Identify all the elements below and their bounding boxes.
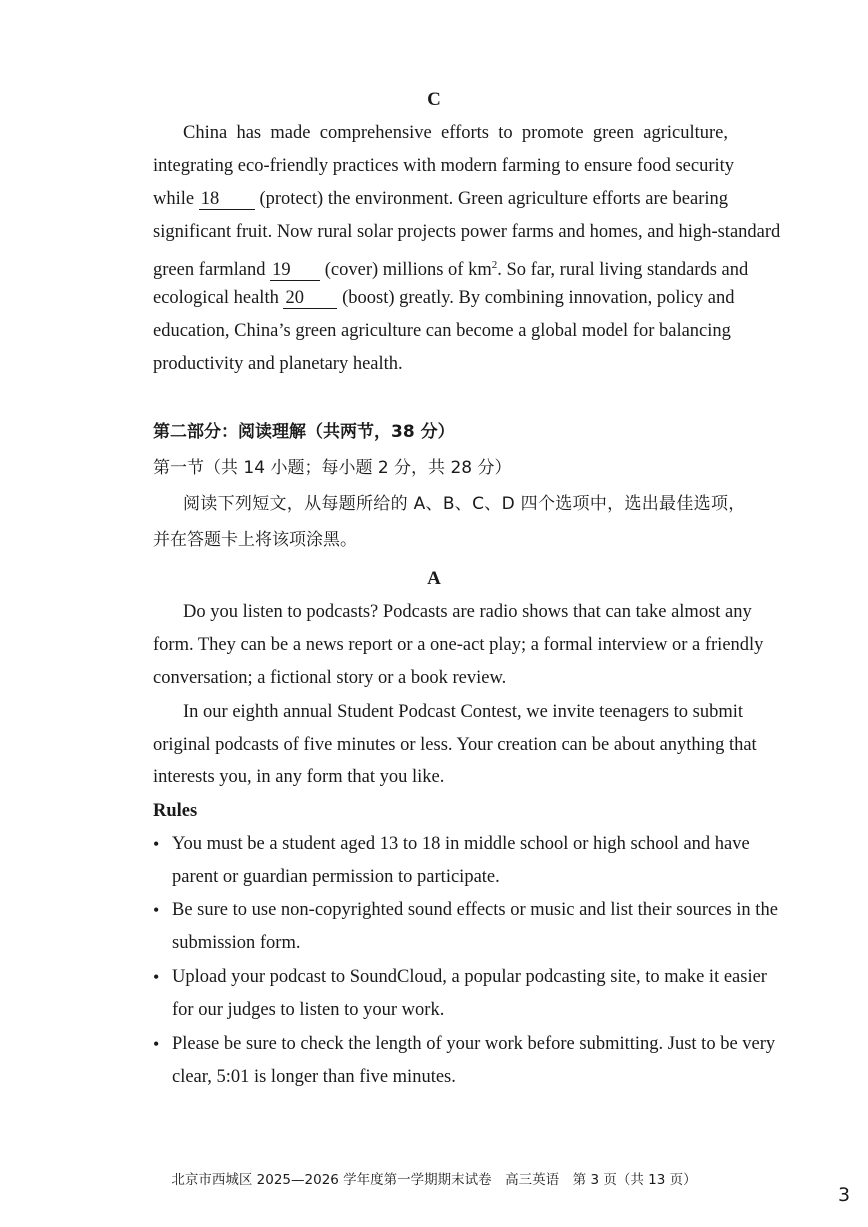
a-p1-line-2: form. They can be a news report or a one-act play; a formal interview or a friendly (153, 635, 764, 655)
c-line-6 (153, 286, 735, 310)
part2-instruction-2: 并在答题卡上将该项涂黑。 (153, 530, 357, 550)
c-line-1: China has made comprehensive efforts to promote green agriculture, (183, 123, 728, 143)
blank-19: 19 (270, 260, 320, 281)
c-line-5-mid: (cover) millions of km (324, 260, 492, 281)
a-p2-line-3: interests you, in any form that you like. (153, 767, 445, 787)
rule-1-line-2: parent or guardian permission to participate. (172, 867, 500, 887)
c-line-3 (153, 187, 728, 211)
rule-3-line-2: for our judges to listen to your work. (172, 1000, 445, 1020)
c-line-8: productivity and planetary health. (153, 354, 403, 374)
c-line-2: integrating eco-friendly practices with modern farming to ensure food security (153, 156, 735, 176)
section-c-heading: C (427, 89, 441, 110)
rule-4-bullet: • (153, 1034, 160, 1054)
rule-2-line-1: Be sure to use non-copyrighted sound effects or music and list their sources in the (172, 900, 778, 920)
rule-4-line-1: Please be sure to check the length of your work before submitting. Just to be very (172, 1034, 776, 1054)
part2-title: 第二部分：阅读理解（共两节，38 分） (153, 422, 455, 442)
rule-4-line-2: clear, 5:01 is longer than five minutes. (172, 1067, 456, 1087)
c-line-4: significant fruit. Now rural solar projects power farms and homes, and high-standard (153, 222, 781, 242)
rule-1-bullet: • (153, 834, 160, 854)
a-p1-line-3: conversation; a fictional story or a book review. (153, 668, 507, 688)
c-line-5 (153, 253, 749, 282)
rule-3-bullet: • (153, 967, 160, 987)
rule-2-line-2: submission form. (172, 933, 301, 953)
c-line-6-end: (boost) greatly. By combining innovation, policy and (342, 288, 735, 308)
part2-instruction-1: 阅读下列短文，从每题所给的 A、B、C、D 四个选项中，选出最佳选项， (183, 494, 746, 514)
rules-heading: Rules (153, 801, 198, 821)
passage-a-heading: A (427, 568, 441, 589)
rule-3-line-1: Upload your podcast to SoundCloud, a popular podcasting site, to make it easier (172, 967, 767, 987)
c-line-3-start: while (153, 189, 195, 209)
part2-section1: 第一节（共 14 小题；每小题 2 分，共 28 分） (153, 458, 512, 478)
c-line-6-start: ecological health (153, 288, 279, 308)
c-line-5-start: green farmland (153, 260, 266, 281)
blank-18: 18 (199, 189, 255, 210)
page-footer: 北京市西城区 2025—2026 学年度第一学期期末试卷 高三英语 第 3 页（共 13 页） (171, 1172, 697, 1188)
rule-1-line-1: You must be a student aged 13 to 18 in middle school or high school and have (172, 834, 750, 854)
c-line-5-end: . So far, rural living standards and (497, 260, 749, 281)
page-number: 3 (838, 1184, 851, 1206)
blank-20: 20 (283, 288, 337, 309)
rule-2-bullet: • (153, 900, 160, 920)
a-p2-line-2: original podcasts of five minutes or less. Your creation can be about anything that (153, 735, 757, 755)
c-line-5-superscript: 2 (491, 259, 498, 271)
a-p1-line-1: Do you listen to podcasts? Podcasts are radio shows that can take almost any (183, 602, 752, 622)
c-line-7: education, China’s green agriculture can become a global model for balancing (153, 321, 731, 341)
a-p2-line-1: In our eighth annual Student Podcast Contest, we invite teenagers to submit (183, 702, 744, 722)
c-line-3-end: (protect) the environment. Green agriculture efforts are bearing (259, 189, 728, 209)
